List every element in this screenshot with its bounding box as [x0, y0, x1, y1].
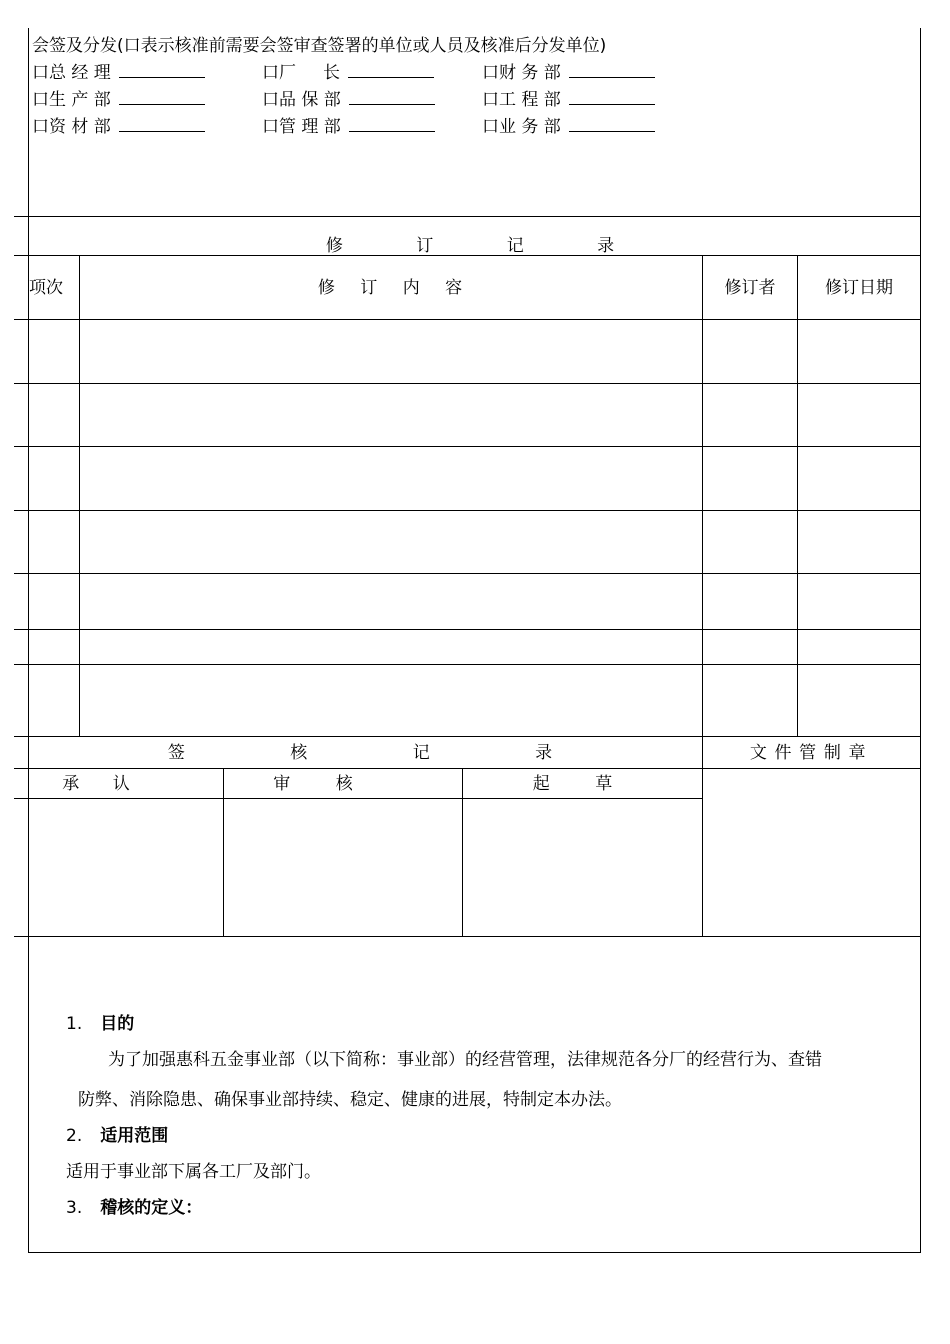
option-label: 口生 产 部: [32, 90, 111, 110]
signature-blank[interactable]: [569, 117, 655, 132]
signoff-review-label: 审 核: [273, 774, 353, 794]
option-label: 口总 经 理: [32, 63, 111, 83]
cosign-option-finance[interactable]: [482, 63, 655, 83]
revision-content-cell[interactable]: [80, 630, 702, 664]
option-label: 口厂 长: [262, 63, 341, 83]
section-1-paragraph-line-1: 为了加强惠科五金事业部（以下简称：事业部）的经营管理，法律规范各分厂的经营行为、查错: [108, 1050, 822, 1070]
frame-bottom-border: [28, 1252, 921, 1253]
revision-content-cell[interactable]: [80, 574, 702, 629]
draft-signature-area[interactable]: [463, 799, 702, 936]
option-label: 口资 材 部: [32, 117, 111, 137]
cosign-option-factory-manager[interactable]: [262, 63, 434, 83]
revision-col-item: 项次: [29, 278, 63, 298]
rule-cosign-bottom: [14, 216, 921, 217]
cosign-option-production[interactable]: [32, 90, 205, 110]
rule-signoff-bottom: [14, 936, 921, 937]
revision-col-date: 修订日期: [825, 278, 893, 298]
revision-col-reviser: 修订者: [724, 278, 776, 298]
rule-revision-bottom: [14, 736, 921, 737]
signature-blank[interactable]: [119, 63, 205, 78]
revision-content-cell[interactable]: [80, 447, 702, 509]
option-label: 口品 保 部: [262, 90, 341, 110]
cosign-option-quality[interactable]: [262, 90, 435, 110]
section-3-heading: [66, 1197, 202, 1219]
document-control-stamp-title: 文件管制章: [749, 743, 874, 763]
section-number: 3.: [66, 1198, 83, 1218]
signature-blank[interactable]: [119, 117, 205, 132]
signoff-title: 签 核 记 录: [167, 743, 553, 763]
section-1-heading: [66, 1013, 134, 1035]
signoff-approve-label: 承 认: [62, 774, 130, 794]
revision-content-cell[interactable]: [80, 320, 702, 382]
signature-blank[interactable]: [119, 90, 205, 105]
frame-left-border: [28, 28, 29, 1253]
rule-col-reviser-right: [797, 255, 798, 736]
cosign-option-general-manager[interactable]: [32, 63, 205, 83]
frame-right-border: [920, 28, 921, 1253]
cosign-option-sales[interactable]: [482, 117, 655, 137]
cosign-heading: 会签及分发(口表示核准前需要会签审查签署的单位或人员及核准后分发单位): [32, 36, 607, 56]
option-label: 口工 程 部: [482, 90, 561, 110]
signature-blank[interactable]: [569, 90, 655, 105]
option-label: 口管 理 部: [262, 117, 341, 137]
signature-blank[interactable]: [348, 63, 434, 78]
revision-title: 修 订 记 录: [325, 236, 615, 256]
section-number: 1.: [66, 1014, 83, 1034]
signoff-draft-label: 起 草: [532, 774, 613, 794]
option-label: 口业 务 部: [482, 117, 561, 137]
cosign-option-engineering[interactable]: [482, 90, 655, 110]
signature-blank[interactable]: [349, 117, 435, 132]
revision-content-cell[interactable]: [80, 511, 702, 573]
section-title: 目的: [100, 1014, 135, 1034]
approve-signature-area[interactable]: [29, 799, 223, 936]
signature-blank[interactable]: [569, 63, 655, 78]
signature-blank[interactable]: [349, 90, 435, 105]
revision-content-cell[interactable]: [80, 384, 702, 446]
section-title: 适用范围: [100, 1126, 169, 1146]
revision-col-content: 修 订 内 容: [317, 278, 463, 298]
section-2-text: 适用于事业部下属各工厂及部门。: [66, 1162, 321, 1182]
document-control-stamp-area[interactable]: [703, 769, 920, 936]
section-2-heading: [66, 1125, 168, 1147]
option-label: 口财 务 部: [482, 63, 561, 83]
revision-content-cell[interactable]: [80, 665, 702, 736]
cosign-option-management[interactable]: [262, 117, 435, 137]
review-signature-area[interactable]: [224, 799, 462, 936]
section-title: 稽核的定义：: [100, 1198, 203, 1218]
cosign-option-materials[interactable]: [32, 117, 205, 137]
section-number: 2.: [66, 1126, 83, 1146]
section-1-paragraph-line-2: 防弊、消除隐患、确保事业部持续、稳定、健康的进展，特制定本办法。: [78, 1090, 622, 1110]
rule-col-content-right: [702, 255, 703, 736]
